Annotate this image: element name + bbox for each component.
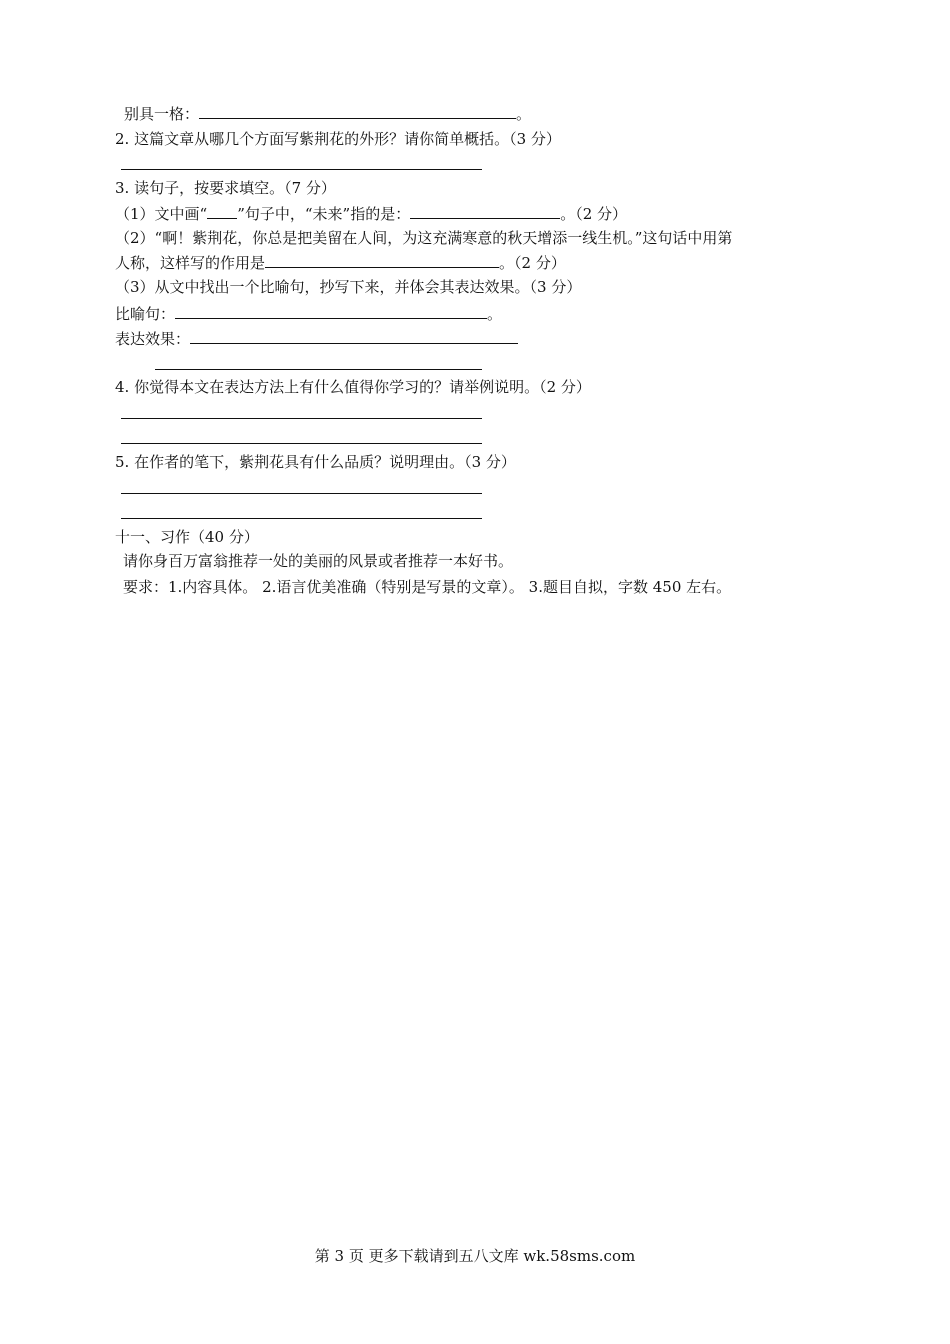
q3-1-text-c: 。（2 分） xyxy=(560,205,628,223)
question-5: 5. 在作者的笔下，紫荆花具有什么品质？说明理由。（3 分） xyxy=(115,453,516,471)
section-11-title: 十一、习作（40 分） xyxy=(115,528,259,546)
question-3-2: （2）“啊！紫荆花，你总是把美留在人间，为这充满寒意的秋天增添一线生机。”这句话中用第 xyxy=(115,229,733,247)
answer-blank[interactable] xyxy=(410,203,560,219)
section-11-requirements: 要求：1.内容具体。 2.语言优美准确（特别是写景的文章）。 3.题目自拟，字数 450 左右。 xyxy=(123,578,732,596)
answer-blank[interactable] xyxy=(207,203,237,219)
answer-line[interactable] xyxy=(121,443,482,444)
answer-line[interactable] xyxy=(121,493,482,494)
question-3-1 xyxy=(115,203,627,224)
section-11-prompt: 请你身百万富翁推荐一处的美丽的风景或者推荐一本好书。 xyxy=(123,552,514,570)
effect-label: 表达效果： xyxy=(115,330,191,348)
question-2: 2. 这篇文章从哪几个方面写紫荆花的外形？请你简单概括。（3 分） xyxy=(115,130,561,148)
answer-line[interactable] xyxy=(121,518,482,519)
answer-line[interactable] xyxy=(155,369,482,370)
question-3: 3. 读句子，按要求填空。（7 分） xyxy=(115,179,336,197)
line-1 xyxy=(124,103,531,124)
question-3-2-cont xyxy=(115,252,566,273)
q3-1-text-a: （1）文中画“ xyxy=(115,205,208,223)
answer-line[interactable] xyxy=(121,418,482,419)
q3-2-text-b: 人称，这样写的作用是 xyxy=(115,254,266,272)
answer-blank[interactable] xyxy=(265,252,499,268)
question-3-3: （3）从文中找出一个比喻句，抄写下来，并体会其表达效果。（3 分） xyxy=(115,278,582,296)
q3-1-text-b: ”句子中，“未来”指的是： xyxy=(237,205,411,223)
punct: 。 xyxy=(487,305,503,323)
question-4: 4. 你觉得本文在表达方法上有什么值得你学习的？请举例说明。（2 分） xyxy=(115,378,591,396)
page-footer: 第 3 页 更多下载请到五八文库 wk.58sms.com xyxy=(314,1247,636,1265)
metaphor-line xyxy=(115,303,502,324)
metaphor-label: 比喻句： xyxy=(115,305,176,323)
label-bieju: 别具一格： xyxy=(124,105,200,123)
answer-blank[interactable] xyxy=(199,103,516,119)
answer-line[interactable] xyxy=(121,169,482,170)
answer-blank[interactable] xyxy=(175,303,487,319)
effect-line xyxy=(115,328,518,349)
q3-2-text-c: 。（2 分） xyxy=(499,254,566,272)
punct: 。 xyxy=(516,105,532,123)
answer-blank[interactable] xyxy=(190,328,518,344)
